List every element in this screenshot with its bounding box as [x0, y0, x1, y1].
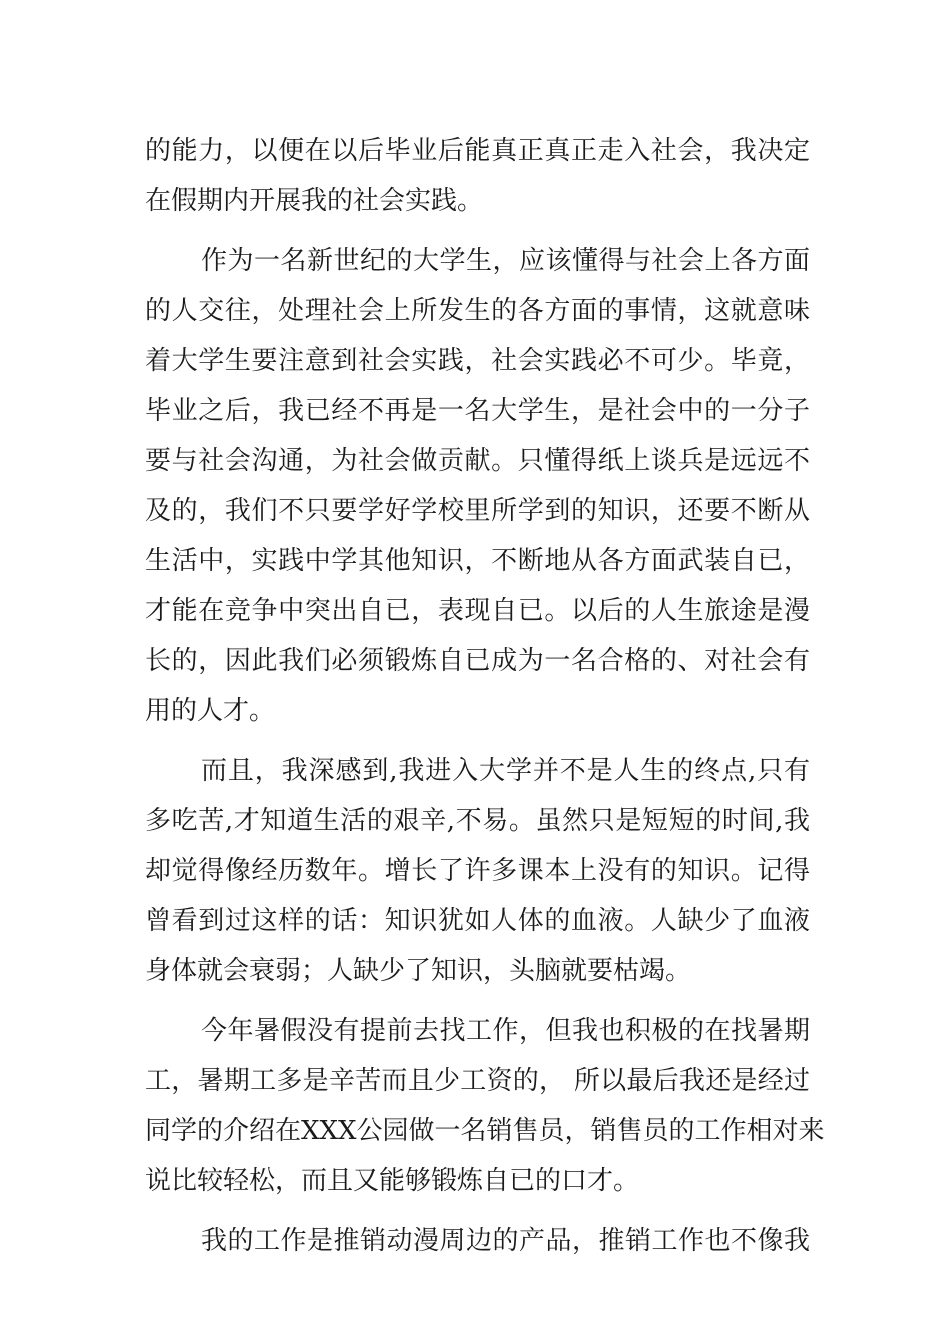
paragraph-5-line-1: 我的工作是推销动漫周边的产品，推销工作也不像我 [201, 1226, 810, 1256]
paragraph-1-line-2: 在假期内开展我的社会实践。 [145, 186, 484, 216]
paragraph-2-line-8: 才能在竞争中突出自已，表现自已。以后的人生旅途是漫 [145, 596, 810, 626]
paragraph-3-line-3: 却觉得像经历数年。增长了许多课本上没有的知识。记得 [145, 856, 810, 886]
paragraph-4-line-2: 工，暑期工多是辛苦而且少工资的， 所以最后我还是经过 [145, 1066, 810, 1096]
paragraph-4-line-1: 今年暑假没有提前去找工作，但我也积极的在找暑期 [201, 1016, 810, 1046]
paragraph-3-line-2: 多吃苦,才知道生活的艰辛,不易。虽然只是短短的时间,我 [145, 806, 810, 836]
paragraph-2-line-7: 生活中，实践中学其他知识，不断地从各方面武装自已， [145, 546, 810, 576]
document-body [145, 126, 825, 1266]
paragraph-3-line-5: 身体就会衰弱；人缺少了知识，头脑就要枯竭。 [145, 956, 692, 986]
paragraph-2-line-1: 作为一名新世纪的大学生，应该懂得与社会上各方面 [201, 246, 810, 276]
paragraph-2-line-3: 着大学生要注意到社会实践，社会实践必不可少。毕竟， [145, 346, 810, 376]
paragraph-2-line-4: 毕业之后，我已经不再是一名大学生，是社会中的一分子 [145, 396, 810, 426]
paragraph-1-line-1: 的能力，以便在以后毕业后能真正真正走入社会，我决定 [145, 136, 810, 166]
paragraph-3-line-1: 而且，我深感到,我进入大学并不是人生的终点,只有 [201, 756, 810, 786]
paragraph-2-line-9: 长的，因此我们必须锻炼自已成为一名合格的、对社会有 [145, 646, 810, 676]
paragraph-2-line-2: 的人交往，处理社会上所发生的各方面的事情，这就意味 [145, 296, 810, 326]
paragraph-4-line-3: 同学的介绍在XXX公园做一名销售员，销售员的工作相对来 [145, 1116, 825, 1146]
paragraph-4-line-4: 说比较轻松，而且又能够锻炼自已的口才。 [145, 1166, 640, 1196]
paragraph-2-line-5: 要与社会沟通，为社会做贡献。只懂得纸上谈兵是远远不 [145, 446, 810, 476]
paragraph-2-line-10: 用的人才。 [145, 696, 276, 726]
paragraph-3-line-4: 曾看到过这样的话：知识犹如人体的血液。人缺少了血液 [145, 906, 810, 936]
paragraph-2-line-6: 及的，我们不只要学好学校里所学到的知识，还要不断从 [145, 496, 810, 526]
